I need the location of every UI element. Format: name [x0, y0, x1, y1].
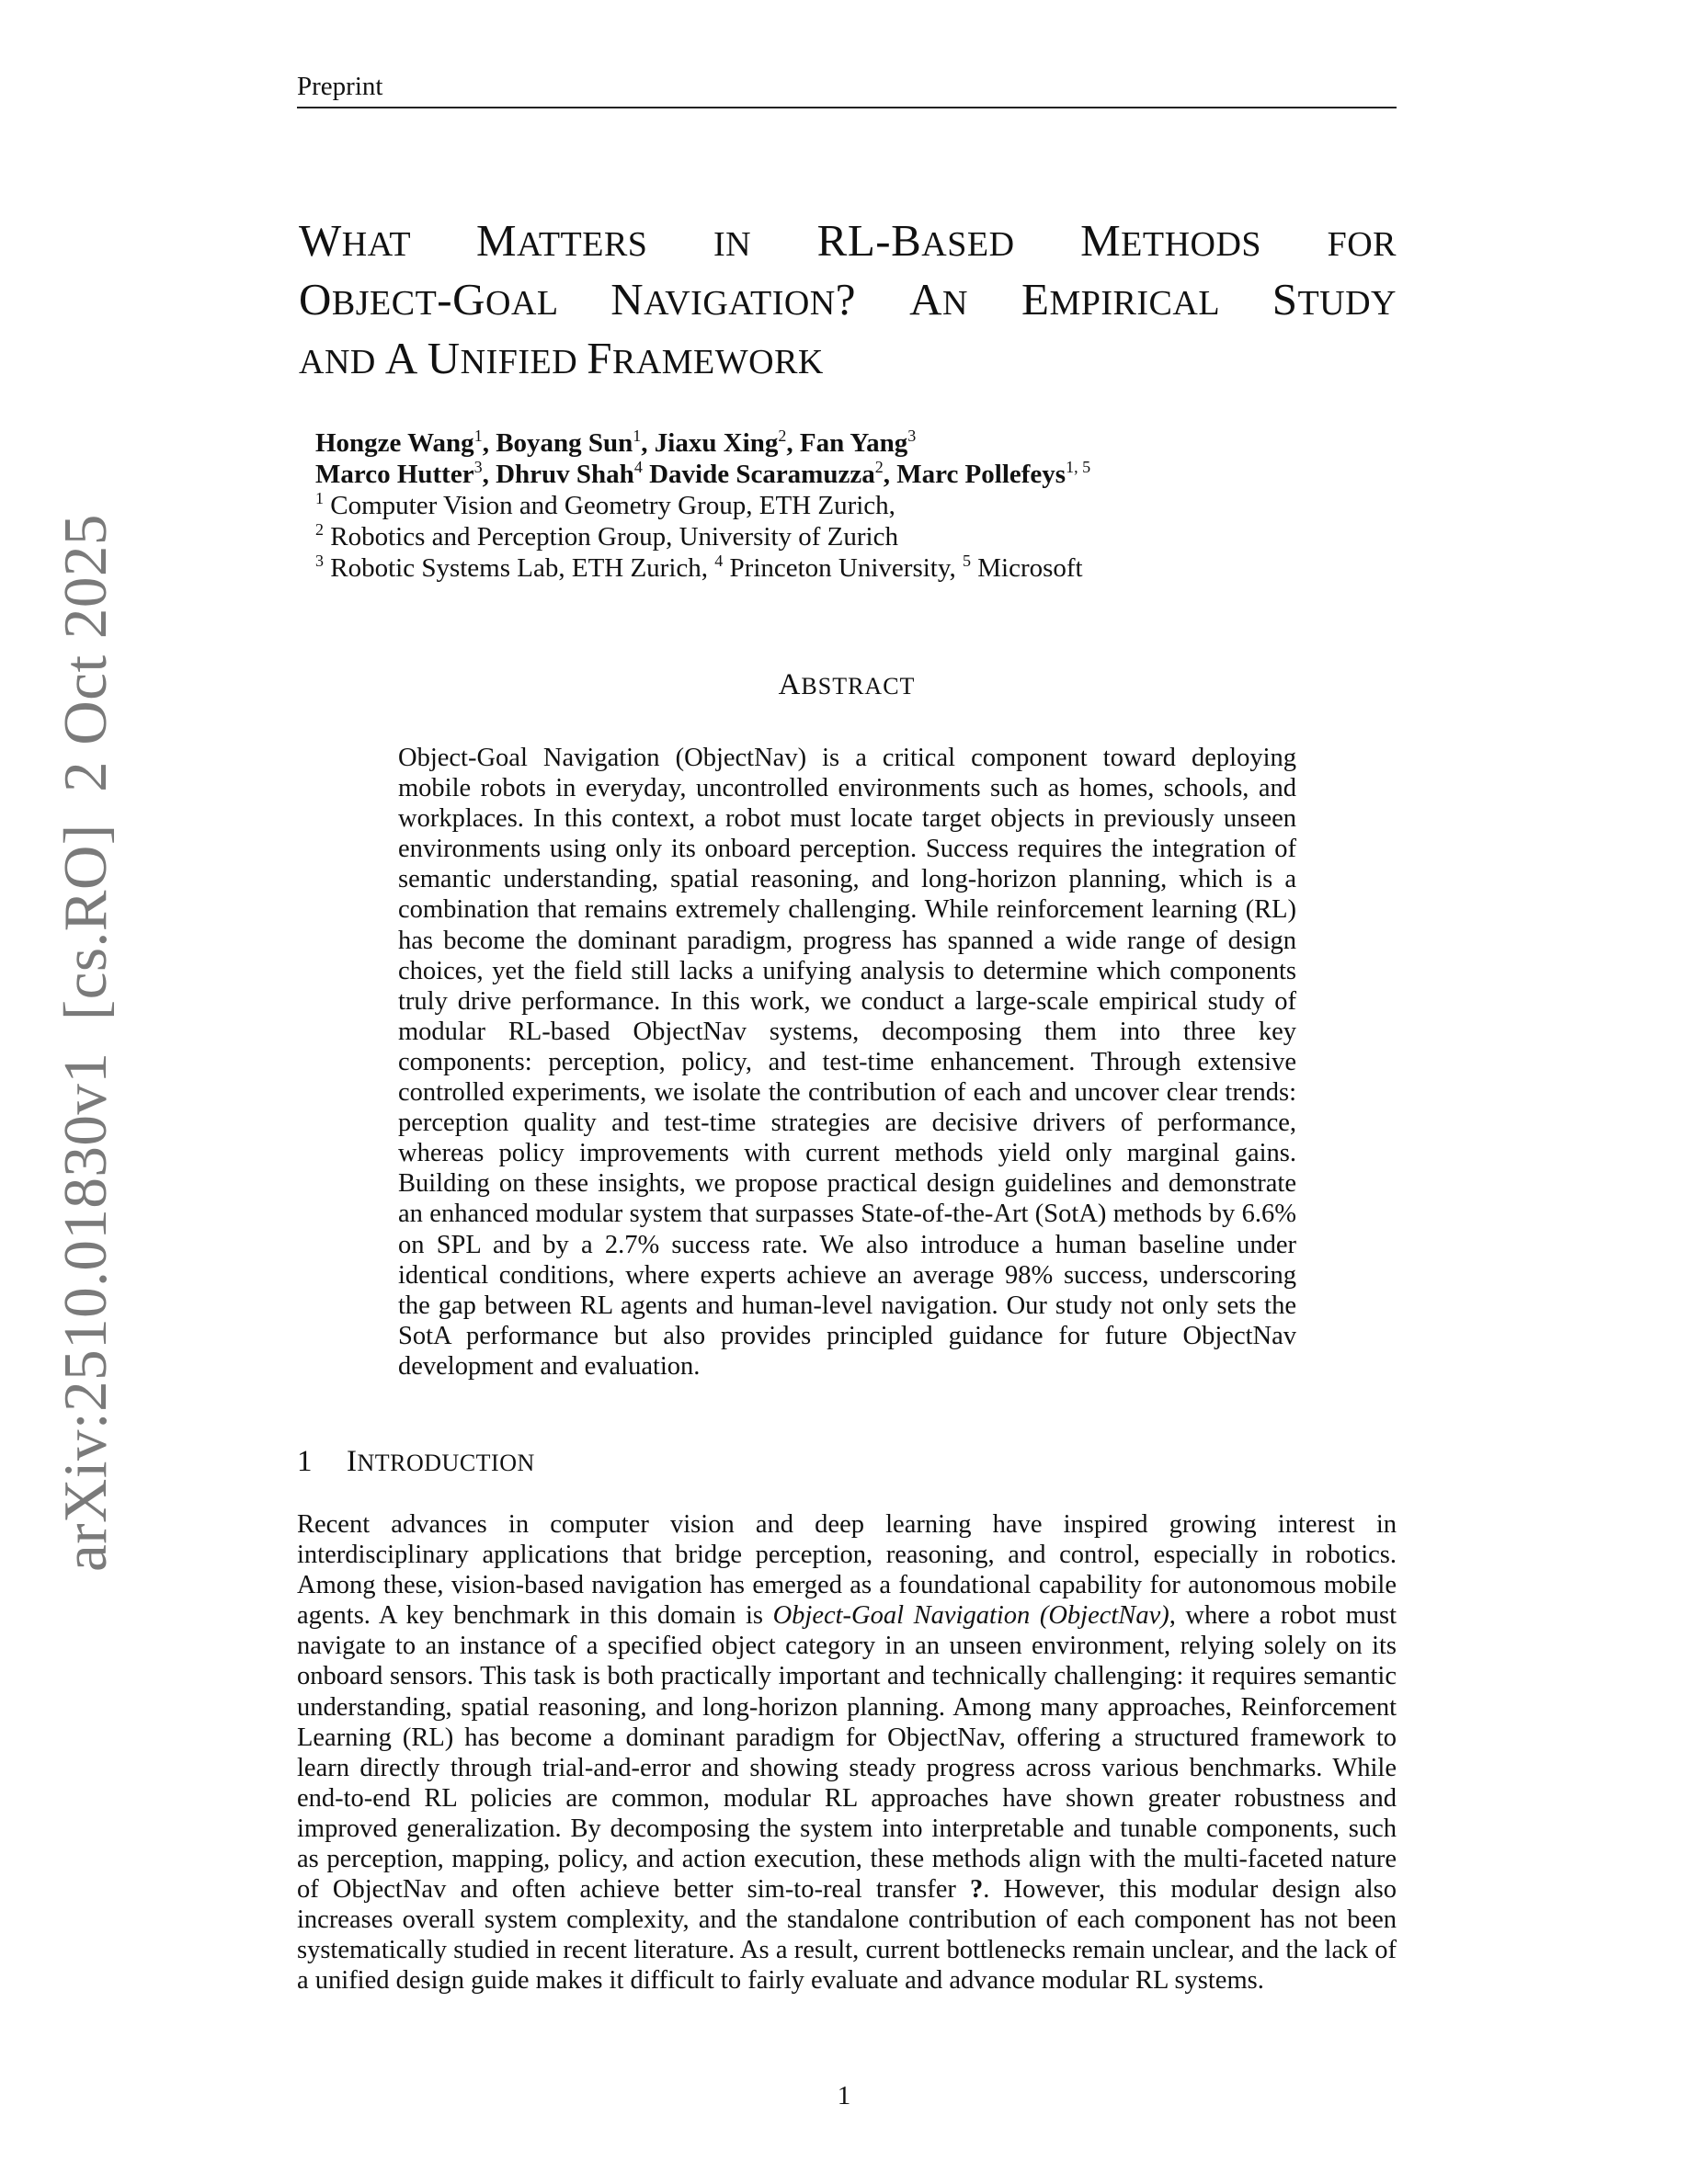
- author-sup: 3: [907, 427, 917, 445]
- affiliation-2: [315, 521, 1090, 552]
- author-sup: 4: [633, 458, 643, 476]
- author-sup: 1: [473, 427, 483, 445]
- running-header: Preprint: [297, 72, 383, 101]
- author-name: Hongze Wang: [315, 428, 474, 458]
- affiliation-text: Microsoft: [977, 553, 1083, 583]
- arxiv-stamp-text: arXiv:2510.01830v1 [cs.RO] 2 Oct 2025: [51, 514, 120, 1572]
- affiliation-sup: 2: [315, 520, 324, 539]
- author-name: Marc Pollefeys: [896, 460, 1066, 489]
- section-heading-introduction: [297, 1445, 535, 1479]
- author-sup: 2: [778, 427, 787, 445]
- author-sup: 2: [874, 458, 884, 476]
- citation-placeholder: ?: [970, 1875, 984, 1905]
- affiliation-text: Computer Vision and Geometry Group, ETH Zurich,: [330, 491, 895, 520]
- author-name: Boyang Sun: [496, 428, 633, 458]
- affiliation-text: Robotic Systems Lab, ETH Zurich,: [330, 553, 709, 583]
- section-number: 1: [297, 1445, 313, 1478]
- author-name: Dhruv Shah: [496, 460, 634, 489]
- affiliation-text: Robotics and Perception Group, University of Zurich: [330, 522, 898, 552]
- affiliation-sup: 3: [315, 552, 324, 570]
- affiliation-3: [315, 552, 1090, 584]
- affiliation-sup: 5: [962, 552, 971, 570]
- author-name: Jiaxu Xing: [654, 428, 779, 458]
- author-sup: 3: [473, 458, 483, 476]
- abstract-heading: ABSTRACT: [778, 668, 916, 701]
- introduction-text: [297, 1509, 1397, 1996]
- header-rule: [297, 107, 1397, 108]
- author-sup: 1: [633, 427, 642, 445]
- intro-text-part: . However, this modular design also increases overall system complexity, and the standalone contribution of each component has not been systematically studied in recent literature. As a result, current bottlenecks remain unclear, and the lack of a unified design guide makes it difficult to fairly evaluate and advance modular RL systems.: [297, 1875, 1397, 1996]
- affiliation-text: Princeton University,: [729, 553, 956, 583]
- title-line-3: AND A UNIFIED FRAMEWORK: [299, 333, 824, 383]
- author-line-1: Hongze Wang$^1$, Boyang Sun$^1$, Jiaxu Xing$^2$, Fan Yang$^3$: [315, 427, 917, 458]
- author-name: Davide Scaramuzza: [649, 460, 875, 489]
- author-line-2: Marco Hutter$^3$, Dhruv Shah$^4$ Davide Scaramuzza$^2$, Marc Pollefeys$^{1, 5}$: [315, 458, 1091, 489]
- affiliation-1: [315, 490, 1090, 521]
- paper-title: [299, 213, 1397, 390]
- abstract-text: Object-Goal Navigation (ObjectNav) is a critical component toward deploying mobile robots in everyday, uncontrolled environments such as homes, schools, and workplaces. In this context, a robot must locate target objects in previously unseen environments using only its onboard perception. Success requires the integration of semantic understanding, spatial reasoning, and long-horizon planning, which is a combination that remains extremely challenging. While reinforcement learning (RL) has become the dominant paradigm, progress has spanned a wide range of design choices, yet the field still lacks a unifying analysis to determine which components truly drive performance. In this work, we conduct a large-scale empirical study of modular RL-based ObjectNav systems, decomposing them into three key components: perception, policy, and test-time enhancement. Through extensive controlled experiments, we isolate the contribution of each and uncover clear trends: perception quality and test-time strategies are decisive drivers of performance, whereas policy improvements with current methods yield only marginal gains. Building on these insights, we propose practical design guidelines and demonstrate an enhanced modular system that surpasses State-of-the-Art (SotA) methods by 6.6% on SPL and by a 2.7% success rate. We also introduce a human baseline under identical conditions, where experts achieve an average 98% success, underscoring the gap between RL agents and human-level navigation. Our study not only sets the SotA performance but also provides principled guidance for future ObjectNav development and evaluation.: [398, 744, 1296, 1381]
- arxiv-stamp: [51, 514, 121, 1572]
- affiliation-sup: 4: [714, 552, 724, 570]
- section-title: INTRODUCTION: [347, 1445, 535, 1478]
- affiliation-sup: 1: [315, 489, 324, 507]
- intro-text-part: , where a robot must navigate to an instance of a specified object category in an unseen environment, relying solely on its onboard sensors. This task is both practically important and technically challenging: it requires semantic understanding, spatial reasoning, and long-horizon planning. Among many approaches, Reinforcement Learning (RL) has become a dominant paradigm for ObjectNav, offering a structured framework to learn directly through trial-and-error and showing steady progress across various benchmarks. While end-to-end RL policies are common, modular RL approaches have shown greater robustness and improved generalization. By decomposing the system into interpretable and tunable components, such as perception, mapping, policy, and action execution, these methods align with the multi-faceted nature of ObjectNav and often achieve better sim-to-real transfer: [297, 1601, 1397, 1905]
- intro-text-part: Recent advances in computer vision and deep learning have inspired growing interest in interdisciplinary applications that bridge perception, reasoning, and control, especially in robotics. Among these, vision-based navigation has emerged as a foundational capability for autonomous mobile agents. A key benchmark in this domain is: [297, 1510, 1397, 1631]
- title-line-2: OBJECT-GOAL NAVIGATION? AN EMPIRICAL STUDY: [299, 274, 1397, 324]
- intro-italic-term: Object-Goal Navigation (ObjectNav): [772, 1601, 1169, 1631]
- title-line-1: WHAT MATTERS IN RL-BASED METHODS FOR: [299, 215, 1397, 266]
- author-block: [315, 427, 1090, 584]
- author-name: Fan Yang: [799, 428, 908, 458]
- page-number: 1: [837, 2081, 851, 2110]
- author-name: Marco Hutter: [315, 460, 474, 489]
- author-sup: 1, 5: [1066, 458, 1091, 476]
